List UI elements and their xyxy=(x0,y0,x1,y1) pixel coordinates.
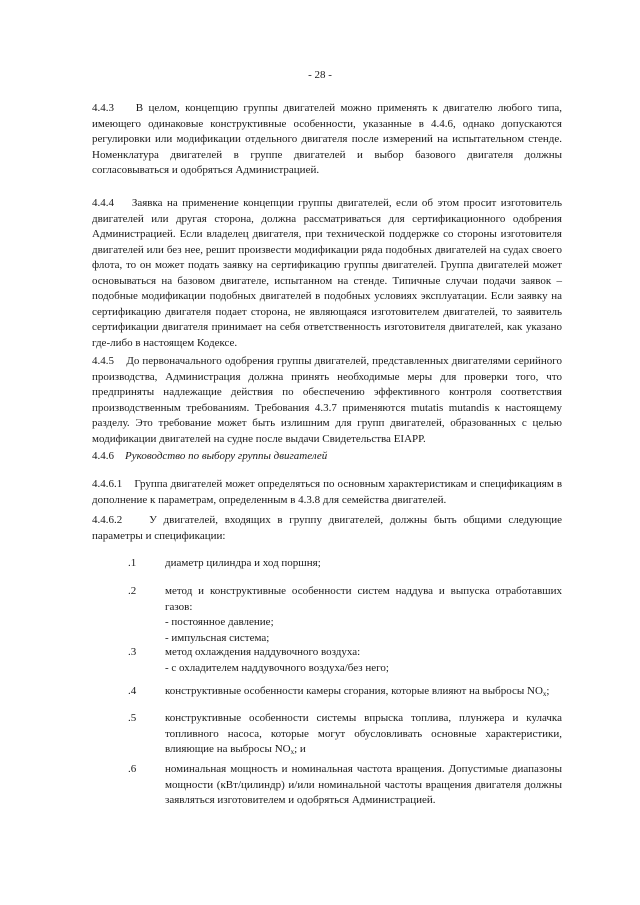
list-item-line: - с охладителем наддувочного воздуха/без него; xyxy=(165,661,389,674)
list-item-line: метод охлаждения наддувочного воздуха: xyxy=(165,646,361,658)
heading-title: Руководство по выбору группы двигателей xyxy=(125,450,328,462)
list-item-text-end: ; и xyxy=(294,743,306,755)
paragraph-number: 4.4.3 xyxy=(92,102,114,114)
paragraph-text: У двигателей, входящих в группу двигателей, должны быть общими следующие параметры и спецификации: xyxy=(92,514,563,542)
list-item-line: - импульсная система; xyxy=(165,631,270,644)
list-item-line xyxy=(165,711,562,758)
paragraph-4-4-3 xyxy=(92,101,562,179)
section-heading-4-4-6 xyxy=(92,449,562,465)
paragraph-number: 4.4.6.2 xyxy=(92,514,123,526)
heading-number: 4.4.6 xyxy=(92,450,114,462)
page-number: - 28 - xyxy=(308,69,332,81)
subscript: x xyxy=(290,748,295,756)
paragraph-text: До первоначального одобрения группы двигателей, представленных двигателями серийного производства, Администрация должна принять необходимые меры для проверки того, что предприняты надлежащие действия по обеспечению эффективного контроля соответствия производственным требованиям. Требования 4.3.7 применяются mutatis mutandis к настоящему разделу. Это требование может быть излишним для групп двигателей, образованных с целью модификации двигателей на судне после выдачи Свидетельства EIAPP. xyxy=(92,355,562,445)
list-item-number: .2 xyxy=(128,585,137,597)
list-item-line xyxy=(165,684,562,700)
list-item-body xyxy=(165,762,562,809)
list-item-number: .4 xyxy=(128,685,137,697)
list-item-line: метод и конструктивные особенности систем наддува и выпуска отработавших газов: xyxy=(165,585,562,613)
list-item-text: конструктивные особенности системы впрыска топлива, плунжера и кулачка топливного насоса, которые могут обусловливать основные характеристики, влияющие на выбросы NO xyxy=(165,712,562,755)
list-item-body xyxy=(165,584,562,646)
list-item-number: .3 xyxy=(128,646,137,658)
subscript: x xyxy=(542,690,547,698)
paragraph-number: 4.4.6.1 xyxy=(92,478,123,490)
list-item-line: диаметр цилиндра и ход поршня; xyxy=(165,557,321,569)
list-item-number: .6 xyxy=(128,763,137,775)
list-item-line: номинальная мощность и номинальная частота вращения. Допустимые диапазоны мощности (кВт/цилиндр) и/или номинальной частоты вращения двигателя должны заявляться изготовителем и одобряться Администрацией. xyxy=(165,763,562,806)
paragraph-text: Группа двигателей может определяться по основным характеристикам и спецификациям в дополнение к параметрам, определенным в 4.3.8 для семейства двигателей. xyxy=(92,478,563,506)
paragraph-4-4-6-2 xyxy=(92,513,562,544)
list-item-body xyxy=(165,556,562,572)
list-item-number: .5 xyxy=(128,712,137,724)
paragraph-number: 4.4.5 xyxy=(92,355,114,367)
list-item-number: .1 xyxy=(128,557,137,569)
list-item-body xyxy=(165,711,562,758)
list-item-body xyxy=(165,645,562,676)
paragraph-4-4-5 xyxy=(92,354,562,447)
list-item-line: - постоянное давление; xyxy=(165,616,274,628)
paragraph-text: В целом, концепцию группы двигателей можно применять к двигателю любого типа, имеющего одинаковые конструктивные особенности, указанные в 4.4.6, однако допускаются регулировки или модификации отдельного двигателя после измерений на испытательном стенде. Номенклатура двигателей в группе двигателей и выбор базового двигателя должны согласовываться и одобряться Администрацией. xyxy=(92,102,563,176)
list-item-text: конструктивные особенности камеры сгорания, которые влияют на выбросы NO xyxy=(165,685,543,697)
list-item-body xyxy=(165,684,562,700)
paragraph-number: 4.4.4 xyxy=(92,197,114,209)
paragraph-4-4-4 xyxy=(92,196,562,351)
paragraph-4-4-6-1 xyxy=(92,477,562,508)
list-item-text-end: ; xyxy=(546,685,550,697)
paragraph-text: Заявка на применение концепции группы двигателей, если об этом просит изготовитель двигателей или другая сторона, должна рассматриваться для сертификационного одобрения Администрацией. Если владелец двигателя, при технической поддержке со стороны изготовителя двигателей или без нее, решит произвести модификации ряда подобных двигателей на судах своего флота, то он может подать заявку на сертификацию группы двигателей. Группа двигателей может основываться на базовом двигателе, испытанном на стенде. Типичные случаи подачи заявок – подобные модификации подобных двигателей в подобных условиях эксплуатации. Если заявку на сертификацию двигателя подает сторона, не являющаяся изготовителем двигателей, то заявитель сертификации двигателя принимает на себя ответственность изготовителя двигателей, как указано где-либо в настоящем Кодексе. xyxy=(92,197,562,349)
